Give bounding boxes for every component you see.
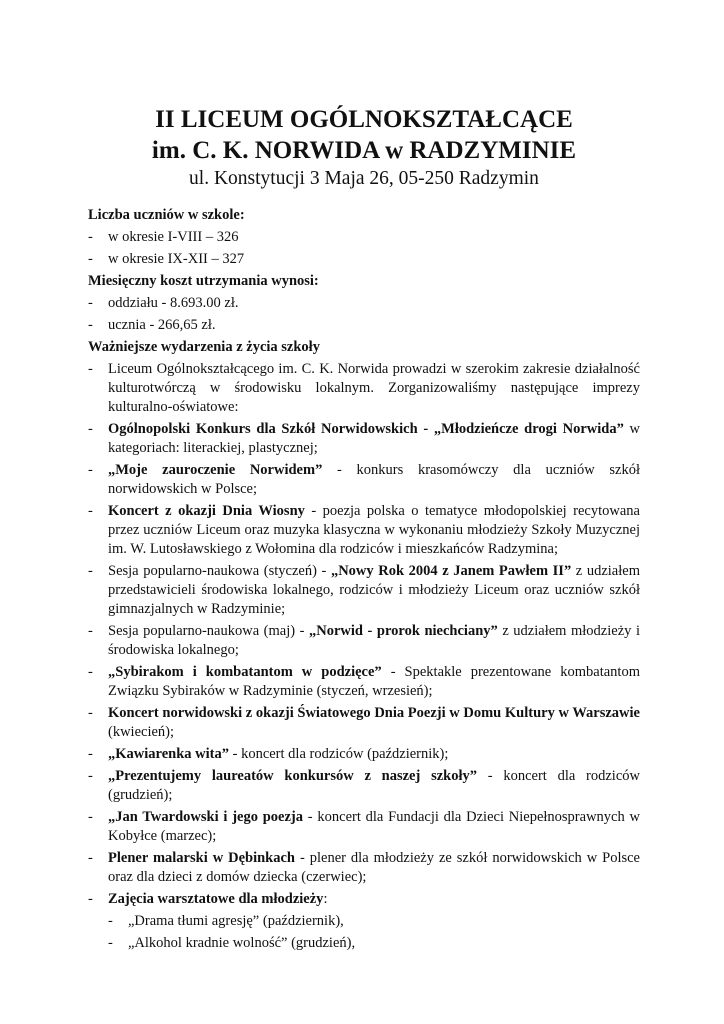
event-item: - Zajęcia warsztatowe dla młodzieży: <box>88 891 328 907</box>
dash-bullet: - <box>88 705 93 721</box>
dash-bullet: - <box>88 421 93 437</box>
dash-bullet: - <box>88 317 93 333</box>
event-item: - „Moje zauroczenie Norwidem” - konkurs krasomówczy dla uczniów szkół norwidowskich w Polsce; <box>88 462 640 497</box>
cost-list <box>88 294 640 335</box>
event-item: - „Prezentujemy laureatów konkursów z naszej szkoły” - koncert dla rodziców (grudzień); <box>88 768 640 803</box>
dash-bullet: - <box>88 563 93 579</box>
school-name-line2: im. C. K. NORWIDA w RADZYMINIE <box>151 137 577 164</box>
event-item: - Plener malarski w Dębinkach - plener dla młodzieży ze szkół norwidowskich w Polsce oraz dla dzieci z domów dziecka (czerwiec); <box>88 850 640 885</box>
event-item: - Sesja popularno-naukowa (styczeń) - „Nowy Rok 2004 z Janem Pawłem II” z udziałem przedstawicieli środowiska lokalnego, rodziców i młodzieży Liceum oraz uczniów szkół gimnazjalnych w Radzyminie; <box>88 563 640 617</box>
document-page <box>88 104 640 956</box>
event-item: - Ogólnopolski Konkurs dla Szkół Norwidowskich - „Młodzieńcze drogi Norwida” w kategoriach: literackiej, plastycznej; <box>88 421 640 456</box>
event-item: - „Kawiarenka wita” - koncert dla rodziców (październik); <box>88 746 449 762</box>
dash-bullet: - <box>88 295 93 311</box>
dash-bullet: - <box>88 768 93 784</box>
workshops-list <box>88 912 640 953</box>
list-item: - ucznia - 266,65 zł. <box>88 317 216 333</box>
dash-bullet: - <box>88 809 93 825</box>
event-item: - Koncert norwidowski z okazji Światowego Dnia Poezji w Domu Kultury w Warszawie (kwiecień); <box>88 705 640 740</box>
dash-bullet: - <box>108 913 113 929</box>
school-name-line1: II LICEUM OGÓLNOKSZTAŁCĄCE <box>155 106 573 133</box>
dash-bullet: - <box>88 361 93 377</box>
event-item: - Koncert z okazji Dnia Wiosny - poezja polska o tematyce młodopolskiej recytowana przez uczniów Liceum oraz muzyka klasyczna w wykonaniu młodzieży Szkoły Muzycznej im. W. Lutosławskiego z Wołomina dla rodziców i mieszkańców Radzymina; <box>88 503 640 557</box>
dash-bullet: - <box>88 664 93 680</box>
workshop-item: - „Alkohol kradnie wolność” (grudzień), <box>108 935 356 951</box>
students-list <box>88 228 640 269</box>
event-item: - „Sybirakom i kombatantom w podzięce” - Spektakle prezentowane kombatantom Związku Sybiraków w Radzyminie (styczeń, wrzesień); <box>88 664 640 699</box>
dash-bullet: - <box>88 746 93 762</box>
dash-bullet: - <box>88 462 93 478</box>
event-item: - Liceum Ogólnokształcącego im. C. K. Norwida prowadzi w szerokim zakresie działalność kulturotwórczą w środowisku lokalnym. Zorganizowaliśmy następujące imprezy kulturalno-oświatowe: <box>88 361 640 415</box>
dash-bullet: - <box>88 850 93 866</box>
event-item: - Sesja popularno-naukowa (maj) - „Norwid - prorok niechciany” z udziałem młodzieży i środowiska lokalnego; <box>88 623 640 658</box>
students-heading: Liczba uczniów w szkole: <box>88 207 245 223</box>
workshop-item: - „Drama tłumi agresję” (październik), <box>108 913 344 929</box>
list-item: - w okresie I-VIII – 326 <box>88 229 239 245</box>
dash-bullet: - <box>88 229 93 245</box>
list-item: - w okresie IX-XII – 327 <box>88 251 245 267</box>
events-list <box>88 360 640 909</box>
events-heading: Ważniejsze wydarzenia z życia szkoły <box>88 339 320 355</box>
cost-heading: Miesięczny koszt utrzymania wynosi: <box>88 273 319 289</box>
dash-bullet: - <box>108 935 113 951</box>
school-address: ul. Konstytucji 3 Maja 26, 05-250 Radzymin <box>189 168 539 189</box>
dash-bullet: - <box>88 891 93 907</box>
dash-bullet: - <box>88 503 93 519</box>
list-item: - oddziału - 8.693.00 zł. <box>88 295 239 311</box>
event-item: - „Jan Twardowski i jego poezja - koncert dla Fundacji dla Dzieci Niepełnosprawnych w Kobyłce (marzec); <box>88 809 640 844</box>
dash-bullet: - <box>88 251 93 267</box>
dash-bullet: - <box>88 623 93 639</box>
